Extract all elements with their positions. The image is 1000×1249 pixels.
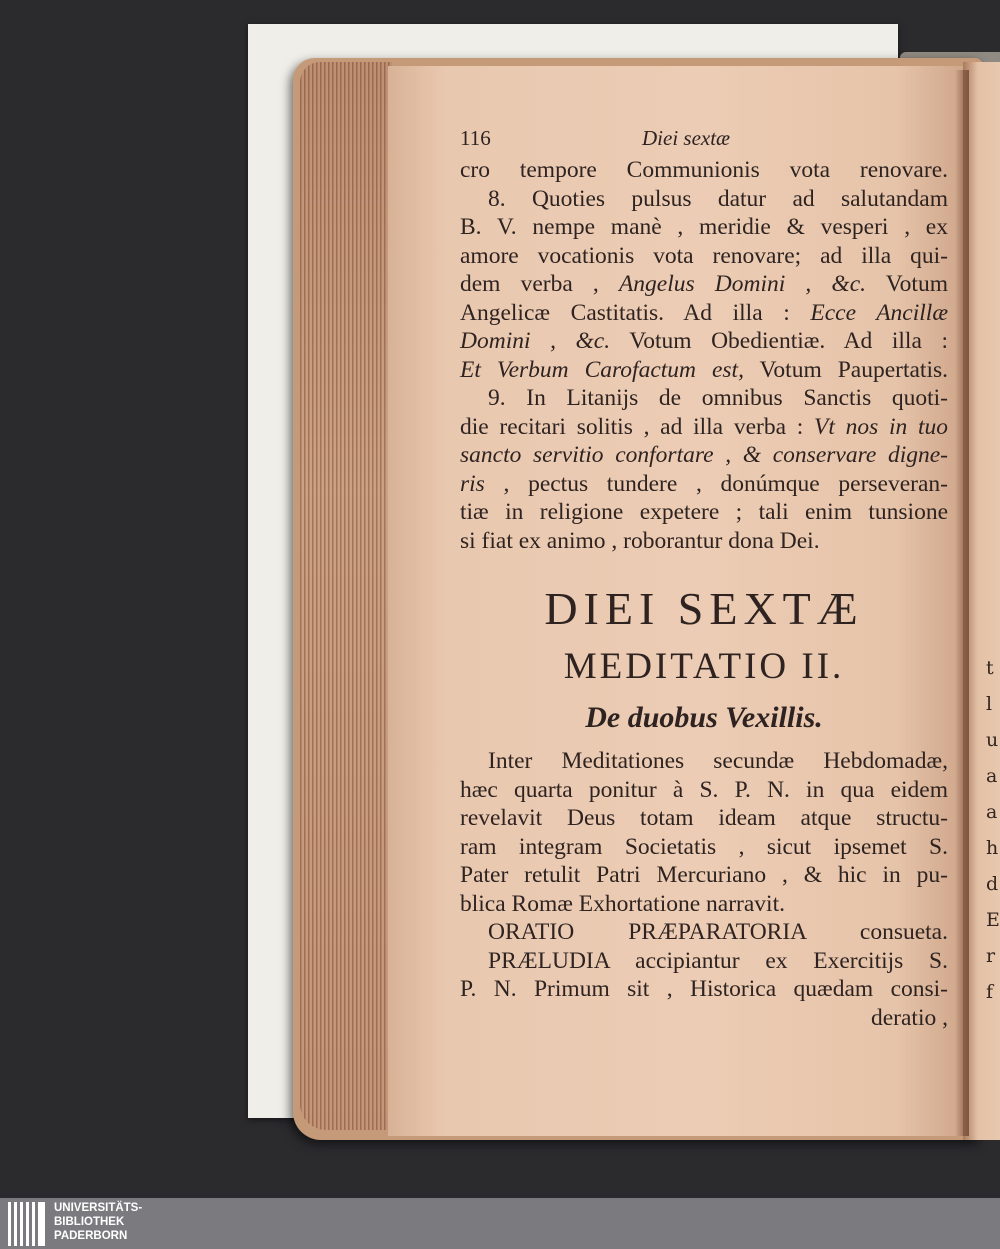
facing-letter: u: [986, 729, 999, 751]
text-line: ris , pectus tundere , donúmque perseveran-: [460, 470, 948, 497]
facing-letter: d: [986, 873, 999, 895]
library-footer: [0, 1198, 1000, 1249]
text-line: B. V. nempe manè , meridie & vesperi , ex: [460, 214, 948, 240]
facing-page-text: [986, 650, 1000, 1010]
text-line: si fiat ex animo , roborantur dona Dei.: [460, 527, 820, 554]
body-text-section-2: [460, 747, 948, 1032]
text-line: Inter Meditationes secundæ Hebdomadæ,: [488, 748, 948, 774]
page-number: 116: [460, 126, 491, 150]
body-text-section-1: [460, 156, 948, 555]
page-fore-edge: [300, 62, 392, 1130]
facing-letter: E: [986, 909, 1000, 931]
text-line: cro tempore Communionis vota renovare.: [460, 157, 948, 183]
section-title: DIEI SEXTÆ: [544, 583, 864, 634]
text-line: 8. Quoties pulsus datur ad salutandam: [488, 185, 948, 212]
text-line: sancto servitio confortare , & conservare digne-: [460, 442, 948, 468]
facing-letter: a: [986, 765, 998, 787]
text-line: ram integram Societatis , sicut ipsemet S.: [460, 833, 948, 860]
text-line: die recitari solitis , ad illa verba : Vt nos in tuo: [460, 413, 948, 440]
text-line: revelavit Deus totam ideam atque structu-: [460, 805, 948, 831]
text-line: Domini , &c. Votum Obedientiæ. Ad illa :: [460, 328, 948, 354]
text-line: hæc quarta ponitur à S. P. N. in qua eidem: [460, 776, 948, 803]
text-line: amore vocationis vota renovare; ad illa qui-: [460, 242, 948, 269]
page-text: [460, 126, 948, 1032]
text-line: Pater retulit Patri Mercuriano , & hic in pu-: [460, 862, 948, 888]
text-line: ORATIO PRÆPARATORIA consueta.: [488, 919, 948, 945]
facing-letter: t: [986, 657, 994, 679]
text-line: dem verba , Angelus Domini , &c. Votum: [460, 271, 948, 297]
text-line: Et Verbum Carofactum est, Votum Paupertatis.: [460, 356, 948, 383]
logo-line-3: PADERBORN: [54, 1230, 128, 1242]
text-line: PRÆLUDIA accipiantur ex Exercitijs S.: [488, 947, 948, 974]
section-italic-title: De duobus Vexillis.: [585, 701, 823, 734]
running-head: Diei sextæ: [642, 126, 731, 150]
gutter-shadow: [955, 70, 969, 1136]
text-line: Angelicæ Castitatis. Ad illa : Ecce Ancillæ: [460, 299, 948, 326]
facing-letter: a: [986, 801, 998, 823]
library-logo-text: [54, 1201, 142, 1243]
text-line: tiæ in religione expetere ; tali enim tunsione: [460, 499, 948, 525]
logo-line-2: BIBLIOTHEK: [54, 1216, 125, 1228]
text-line: 9. In Litanijs de omnibus Sanctis quoti-: [488, 385, 948, 411]
text-line: P. N. Primum sit , Historica quædam consi-: [460, 976, 948, 1002]
facing-letter: h: [986, 837, 999, 859]
section-subtitle: MEDITATIO II.: [563, 646, 845, 687]
library-logo-icon: [8, 1202, 46, 1246]
running-header: [460, 126, 948, 156]
text-line: blica Romæ Exhortatione narravit.: [460, 890, 785, 917]
logo-line-1: UNIVERSITÄTS-: [54, 1202, 143, 1214]
text-line: deratio ,: [871, 1004, 948, 1031]
facing-letter: l: [986, 693, 993, 715]
facing-letter: f: [986, 981, 994, 1003]
facing-letter: r: [986, 945, 996, 967]
